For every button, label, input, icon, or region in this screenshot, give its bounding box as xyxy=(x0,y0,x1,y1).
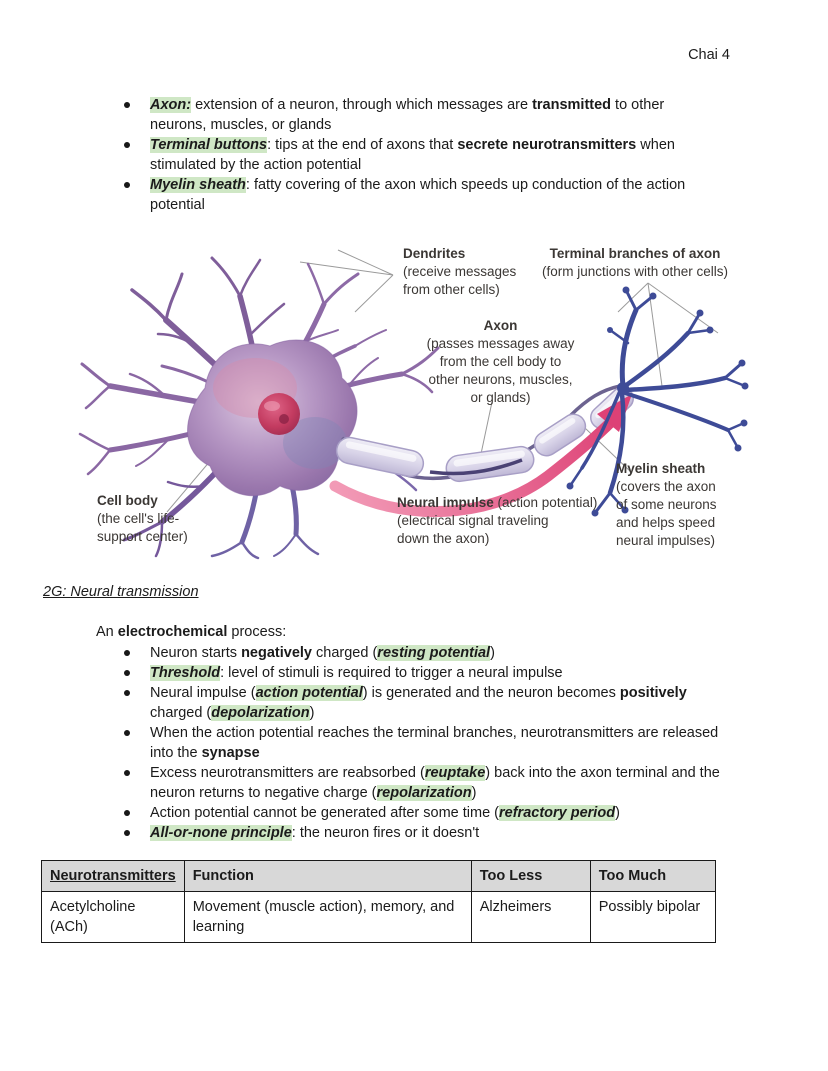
list-item: Threshold: level of stimuli is required to trigger a neural impulse xyxy=(150,663,798,683)
list-item: All-or-none principle: the neuron fires or it doesn't xyxy=(150,823,798,843)
figure-label-myelin-sheath xyxy=(616,460,717,550)
list-item: Excess neurotransmitters are reabsorbed (reuptake) back into the axon terminal and the neuron returns to negative charge (repolarization) xyxy=(150,763,798,803)
table-cell: Movement (muscle action), memory, and learning xyxy=(184,892,471,943)
table-cell: Acetylcholine (ACh) xyxy=(42,892,185,943)
figure-label-neural-impulse xyxy=(397,494,597,548)
figure-label-line: (electrical signal traveling xyxy=(397,513,549,528)
figure-label-title: Dendrites xyxy=(403,246,466,261)
figure-label-dendrites xyxy=(403,245,516,299)
table-cell: Alzheimers xyxy=(471,892,590,943)
transmission-list xyxy=(150,643,798,843)
neurotransmitter-table xyxy=(41,860,716,943)
table-cell: Possibly bipolar xyxy=(590,892,715,943)
figure-label-axon xyxy=(413,317,588,407)
figure-label-line: other neurons, muscles, xyxy=(428,372,573,387)
figure-label-line: neural impulses) xyxy=(616,533,716,548)
table-header-too-less: Too Less xyxy=(471,861,590,892)
figure-label-title: Terminal branches of axon xyxy=(549,246,721,261)
nucleus-illustration xyxy=(258,393,300,435)
figure-label-title: Cell body xyxy=(97,493,158,508)
list-item: Neuron starts negatively charged (resting potential) xyxy=(150,643,798,663)
figure-label-line: down the axon) xyxy=(397,531,490,546)
list-item: Action potential cannot be generated after some time (refractory period) xyxy=(150,803,798,823)
intro-paragraph: An electrochemical process: xyxy=(96,624,287,640)
table-header-function: Function xyxy=(184,861,471,892)
list-item: When the action potential reaches the terminal branches, neurotransmitters are released into the synapse xyxy=(150,723,798,763)
definitions-list xyxy=(150,95,798,215)
figure-label-terminal-branches xyxy=(528,245,742,281)
table-header-neurotransmitters: Neurotransmitters xyxy=(42,861,185,892)
figure-label-line: from other cells) xyxy=(403,282,500,297)
figure-label-line: (form junctions with other cells) xyxy=(541,264,729,279)
section-heading: 2G: Neural transmission xyxy=(43,584,199,600)
table-row xyxy=(42,892,716,943)
table-header-too-much: Too Much xyxy=(590,861,715,892)
list-item: Myelin sheath: fatty covering of the axon which speeds up conduction of the action potential xyxy=(150,175,798,215)
figure-label-title: Neural impulse (action potential) xyxy=(397,495,598,510)
figure-label-line: (receive messages xyxy=(403,264,517,279)
list-item: Terminal buttons: tips at the end of axons that secrete neurotransmitters when stimulated by the action potential xyxy=(150,135,798,175)
table-header-row xyxy=(42,861,716,892)
figure-label-title: Axon xyxy=(483,318,518,333)
page-header: Chai 4 xyxy=(688,47,730,63)
figure-label-line: (covers the axon xyxy=(616,479,716,494)
figure-label-title: Myelin sheath xyxy=(616,461,706,476)
figure-label-line: or glands) xyxy=(470,390,531,405)
figure-label-line: (the cell's life- xyxy=(97,511,180,526)
list-item: Axon: extension of a neuron, through which messages are transmitted to other neurons, muscles, or glands xyxy=(150,95,798,135)
figure-label-line: (passes messages away xyxy=(426,336,575,351)
list-item: Neural impulse (action potential) is generated and the neuron becomes positively charged (depolarization) xyxy=(150,683,798,723)
figure-label-line: support center) xyxy=(97,529,188,544)
figure-label-line: from the cell body to xyxy=(439,354,562,369)
figure-label-cell-body xyxy=(97,492,188,546)
figure-label-line: of some neurons xyxy=(616,497,717,512)
figure-label-line: and helps speed xyxy=(616,515,716,530)
